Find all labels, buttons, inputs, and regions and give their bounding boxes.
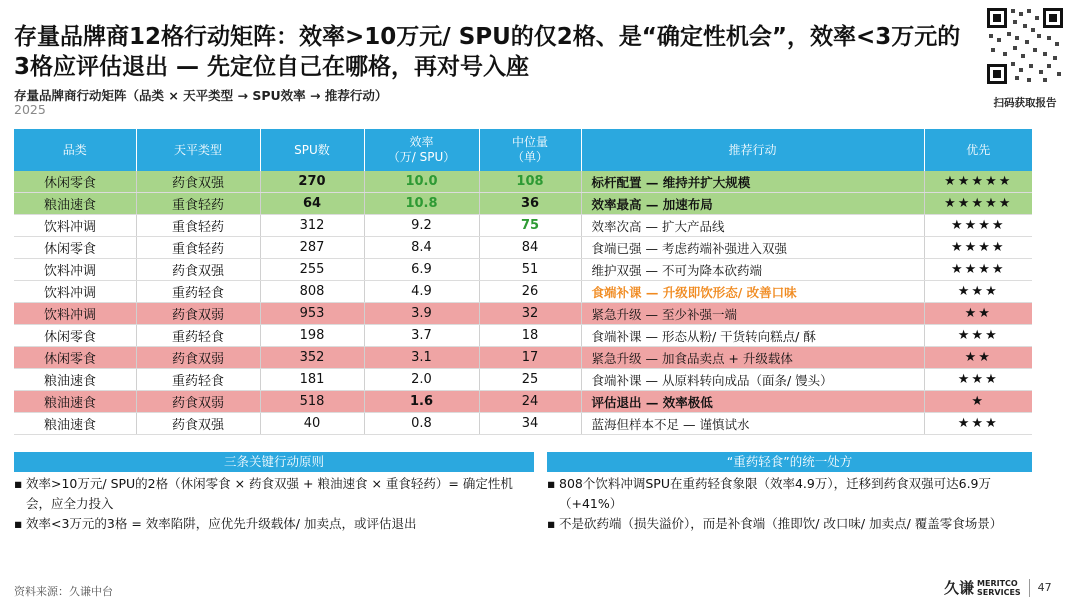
category-cell: 粮油速食 (14, 413, 136, 435)
spu-count-cell: 270 (260, 171, 364, 193)
source-note: 资料来源：久谦中台 (14, 585, 113, 598)
action-cell: 标杆配置 — 维持并扩大规模 (581, 171, 924, 193)
efficiency-cell: 3.9 (364, 303, 479, 325)
page-title (14, 22, 974, 82)
category-cell: 休闲零食 (14, 347, 136, 369)
table-row (14, 325, 1032, 347)
median-volume-cell: 24 (479, 391, 581, 413)
action-cell: 紧急升级 — 加食品卖点 + 升级载体 (581, 347, 924, 369)
spu-count-cell: 255 (260, 259, 364, 281)
action-cell: 效率最高 — 加速布局 (581, 193, 924, 215)
scale-type-cell: 重药轻食 (136, 281, 260, 303)
efficiency-cell: 4.9 (364, 281, 479, 303)
scale-type-cell: 药食双强 (136, 413, 260, 435)
median-volume-cell: 25 (479, 369, 581, 391)
spu-count-cell: 352 (260, 347, 364, 369)
scale-type-cell: 重药轻食 (136, 369, 260, 391)
efficiency-cell: 0.8 (364, 413, 479, 435)
list-item: ▪ 效率>10万元/ SPU的2格（休闲零食 × 药食双强 + 粮油速食 × 重食轻药）= 确定性机会，应全力投入 (14, 474, 534, 514)
prescription-text-2: 不是砍药端（损失溢价），而是补食端（推即饮/ 改口味/ 加卖点/ 覆盖零食场景） (559, 516, 1003, 531)
column-header: 推荐行动 (581, 129, 924, 171)
page-number: 47 (1037, 581, 1052, 594)
table-row (14, 347, 1032, 369)
list-item: ▪ 效率<3万元的3格 = 效率陷阱，应优先升级载体/ 加卖点，或评估退出 (14, 514, 534, 534)
table-row (14, 281, 1032, 303)
priority-cell: ★★★ (924, 325, 1032, 347)
median-volume-cell: 108 (479, 171, 581, 193)
category-cell: 饮料冲调 (14, 215, 136, 237)
action-cell: 维护双强 — 不可为降本砍药端 (581, 259, 924, 281)
table-row (14, 391, 1032, 413)
median-volume-cell: 17 (479, 347, 581, 369)
meritco-logo (944, 577, 1052, 598)
qr-caption: 扫码获取报告 (993, 97, 1057, 109)
action-cell: 蓝海但样本不足 — 谨慎试水 (581, 413, 924, 435)
principle-text-1: 效率>10万元/ SPU的2格（休闲零食 × 药食双强 + 粮油速食 × 重食轻药）= 确定性机会，应全力投入 (26, 476, 513, 511)
action-cell: 食端补课 — 升级即饮形态/ 改善口味 (581, 281, 924, 303)
action-matrix-table (14, 129, 1032, 435)
table-row (14, 193, 1032, 215)
action-cell: 效率次高 — 扩大产品线 (581, 215, 924, 237)
median-volume-cell: 84 (479, 237, 581, 259)
efficiency-cell: 10.0 (364, 171, 479, 193)
table-row (14, 237, 1032, 259)
table-row (14, 171, 1032, 193)
prescription-text-1: 808个饮料冲调SPU在重药轻食象限（效率4.9万），迁移到药食双强可达6.9万（+41%） (559, 476, 991, 511)
principles-list (14, 474, 534, 534)
median-volume-cell: 51 (479, 259, 581, 281)
column-header: 品类 (14, 129, 136, 171)
priority-cell: ★★★ (924, 281, 1032, 303)
spu-count-cell: 518 (260, 391, 364, 413)
category-cell: 休闲零食 (14, 237, 136, 259)
spu-count-cell: 64 (260, 193, 364, 215)
table-row (14, 259, 1032, 281)
table-subtitle: 存量品牌商行动矩阵（品类 × 天平类型 → SPU效率 → 推荐行动） (14, 88, 388, 103)
category-cell: 粮油速食 (14, 193, 136, 215)
priority-cell: ★★★★★ (924, 171, 1032, 193)
spu-count-cell: 953 (260, 303, 364, 325)
column-header: 中位量 （单） (479, 129, 581, 171)
logo-cn: 久谦 (944, 579, 975, 597)
qr-code-icon (985, 6, 1065, 86)
principle-text-2: 效率<3万元的3格 = 效率陷阱，应优先升级载体/ 加卖点，或评估退出 (26, 516, 417, 531)
list-item: ▪ 不是砍药端（损失溢价），而是补食端（推即饮/ 改口味/ 加卖点/ 覆盖零食场景） (547, 514, 1032, 534)
prescription-list (547, 474, 1032, 534)
scale-type-cell: 药食双强 (136, 171, 260, 193)
median-volume-cell: 26 (479, 281, 581, 303)
priority-cell: ★★ (924, 347, 1032, 369)
efficiency-cell: 8.4 (364, 237, 479, 259)
category-cell: 粮油速食 (14, 369, 136, 391)
priority-cell: ★★★★ (924, 215, 1032, 237)
list-item: ▪ 808个饮料冲调SPU在重药轻食象限（效率4.9万），迁移到药食双强可达6.9万（+41%） (547, 474, 1032, 514)
category-cell: 饮料冲调 (14, 259, 136, 281)
scale-type-cell: 重食轻药 (136, 215, 260, 237)
scale-type-cell: 药食双弱 (136, 347, 260, 369)
priority-cell: ★★★★ (924, 259, 1032, 281)
principles-heading: 三条关键行动原则 (14, 452, 534, 472)
spu-count-cell: 808 (260, 281, 364, 303)
table-row (14, 413, 1032, 435)
median-volume-cell: 36 (479, 193, 581, 215)
logo-en (977, 579, 1021, 597)
priority-cell: ★★★ (924, 369, 1032, 391)
logo-en-1: MERITCO (977, 578, 1018, 588)
median-volume-cell: 18 (479, 325, 581, 347)
category-cell: 休闲零食 (14, 171, 136, 193)
action-cell: 食端补课 — 从原料转向成品（面条/ 馒头） (581, 369, 924, 391)
table-body (14, 171, 1032, 435)
scale-type-cell: 药食双弱 (136, 391, 260, 413)
title-line-2: 3格应评估退出 — 先定位自己在哪格，再对号入座 (14, 54, 530, 80)
column-header: 效率 （万/ SPU） (364, 129, 479, 171)
efficiency-cell: 3.7 (364, 325, 479, 347)
table-row (14, 215, 1032, 237)
efficiency-cell: 3.1 (364, 347, 479, 369)
priority-cell: ★★ (924, 303, 1032, 325)
scale-type-cell: 重食轻药 (136, 193, 260, 215)
action-cell: 食端补课 — 形态从粉/ 干货转向糕点/ 酥 (581, 325, 924, 347)
column-header: 天平类型 (136, 129, 260, 171)
table-header-row (14, 129, 1032, 171)
table-row (14, 369, 1032, 391)
action-cell: 评估退出 — 效率极低 (581, 391, 924, 413)
action-cell: 紧急升级 — 至少补强一端 (581, 303, 924, 325)
title-line-1: 存量品牌商12格行动矩阵：效率>10万元/ SPU的仅2格、是“确定性机会”，效率<3万元的 (14, 24, 961, 50)
year-label: 2025 (14, 102, 46, 117)
priority-cell: ★ (924, 391, 1032, 413)
spu-count-cell: 312 (260, 215, 364, 237)
spu-count-cell: 40 (260, 413, 364, 435)
priority-cell: ★★★★ (924, 237, 1032, 259)
action-cell: 食端已强 — 考虑药端补强进入双强 (581, 237, 924, 259)
scale-type-cell: 重食轻药 (136, 237, 260, 259)
scale-type-cell: 重药轻食 (136, 325, 260, 347)
category-cell: 饮料冲调 (14, 303, 136, 325)
logo-divider (1029, 579, 1030, 597)
median-volume-cell: 75 (479, 215, 581, 237)
priority-cell: ★★★★★ (924, 193, 1032, 215)
category-cell: 粮油速食 (14, 391, 136, 413)
efficiency-cell: 10.8 (364, 193, 479, 215)
column-header: SPU数 (260, 129, 364, 171)
efficiency-cell: 9.2 (364, 215, 479, 237)
median-volume-cell: 32 (479, 303, 581, 325)
column-header: 优先 (924, 129, 1032, 171)
category-cell: 饮料冲调 (14, 281, 136, 303)
efficiency-cell: 6.9 (364, 259, 479, 281)
median-volume-cell: 34 (479, 413, 581, 435)
category-cell: 休闲零食 (14, 325, 136, 347)
spu-count-cell: 181 (260, 369, 364, 391)
efficiency-cell: 1.6 (364, 391, 479, 413)
scale-type-cell: 药食双弱 (136, 303, 260, 325)
prescription-heading: “重药轻食”的统一处方 (547, 452, 1032, 472)
scale-type-cell: 药食双强 (136, 259, 260, 281)
logo-en-2: SERVICES (977, 587, 1021, 597)
table-row (14, 303, 1032, 325)
efficiency-cell: 2.0 (364, 369, 479, 391)
spu-count-cell: 287 (260, 237, 364, 259)
priority-cell: ★★★ (924, 413, 1032, 435)
spu-count-cell: 198 (260, 325, 364, 347)
